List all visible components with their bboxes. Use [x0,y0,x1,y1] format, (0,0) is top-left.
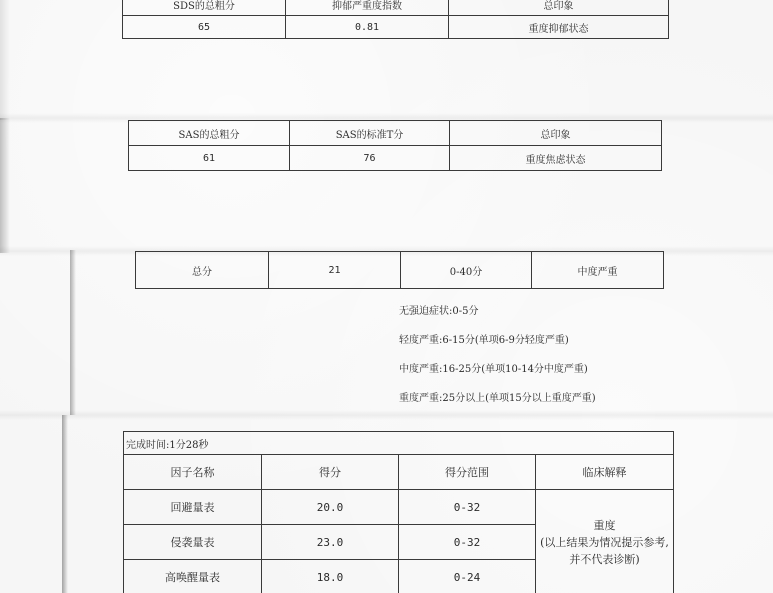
interpretation-level: 重度 [593,518,616,532]
table-row [136,252,664,289]
clinical-interpretation-cell [536,490,674,593]
table-cell: 18.0 [262,560,399,593]
ocd-total-table [135,251,664,289]
table-cell: 重度焦虑状态 [450,146,662,171]
table-cell: 61 [129,146,290,171]
scan-shadow [0,0,10,120]
table-header-row [129,121,662,146]
note-line: 重度严重:25分以上(单项15分以上重度严重) [399,393,596,404]
scan-shadow [0,118,10,253]
table-header-cell: 得分 [262,455,399,490]
table-row [124,490,674,525]
note-line: 轻度严重:6-15分(单项6-9分轻度严重) [399,335,569,346]
table-header-cell: 因子名称 [124,455,262,490]
table-cell: 中度严重 [532,252,664,289]
table-cell: 76 [290,146,450,171]
sds-result-table [122,0,669,39]
table-cell: 总分 [136,252,269,289]
table-header-cell: SAS的标准T分 [290,121,450,146]
severity-notes [399,297,729,413]
table-header-cell: 总印象 [450,121,662,146]
table-cell: 0-32 [399,525,536,560]
table-cell: 0-24 [399,560,536,593]
table-header-cell: 临床解释 [536,455,674,490]
note-line: 中度严重:16-25分(单项10-14分中度严重) [399,364,588,375]
interpretation-note: (以上结果为情况提示参考,并不代表诊断) [540,535,669,566]
table-cell: 0-40分 [401,252,532,289]
table-header-row [124,455,674,490]
table-header-cell: 得分范围 [399,455,536,490]
table-cell: 回避量表 [124,490,262,525]
table-header-cell: 总印象 [449,0,669,16]
sas-result-table [128,120,662,171]
table-cell: 重度抑郁状态 [449,16,669,39]
table-header-cell: 抑郁严重度指数 [286,0,449,16]
table-cell: 高唤醒量表 [124,560,262,593]
completion-time-row [124,432,674,455]
table-header-row [123,0,669,16]
table-cell: 20.0 [262,490,399,525]
table-header-cell: SDS的总粗分 [123,0,286,16]
scan-shadow [70,250,76,415]
table-row [129,146,662,171]
table-cell: 0-32 [399,490,536,525]
table-cell: 21 [269,252,401,289]
table-cell: 侵袭量表 [124,525,262,560]
table-cell: 65 [123,16,286,39]
table-cell: 23.0 [262,525,399,560]
table-row [123,16,669,39]
scan-shadow [62,415,68,593]
note-line: 无强迫症状:0-5分 [399,306,479,317]
table-cell: 0.81 [286,16,449,39]
table-header-cell: SAS的总粗分 [129,121,290,146]
completion-time: 完成时间:1分28秒 [124,432,674,455]
factor-score-table [123,431,674,593]
